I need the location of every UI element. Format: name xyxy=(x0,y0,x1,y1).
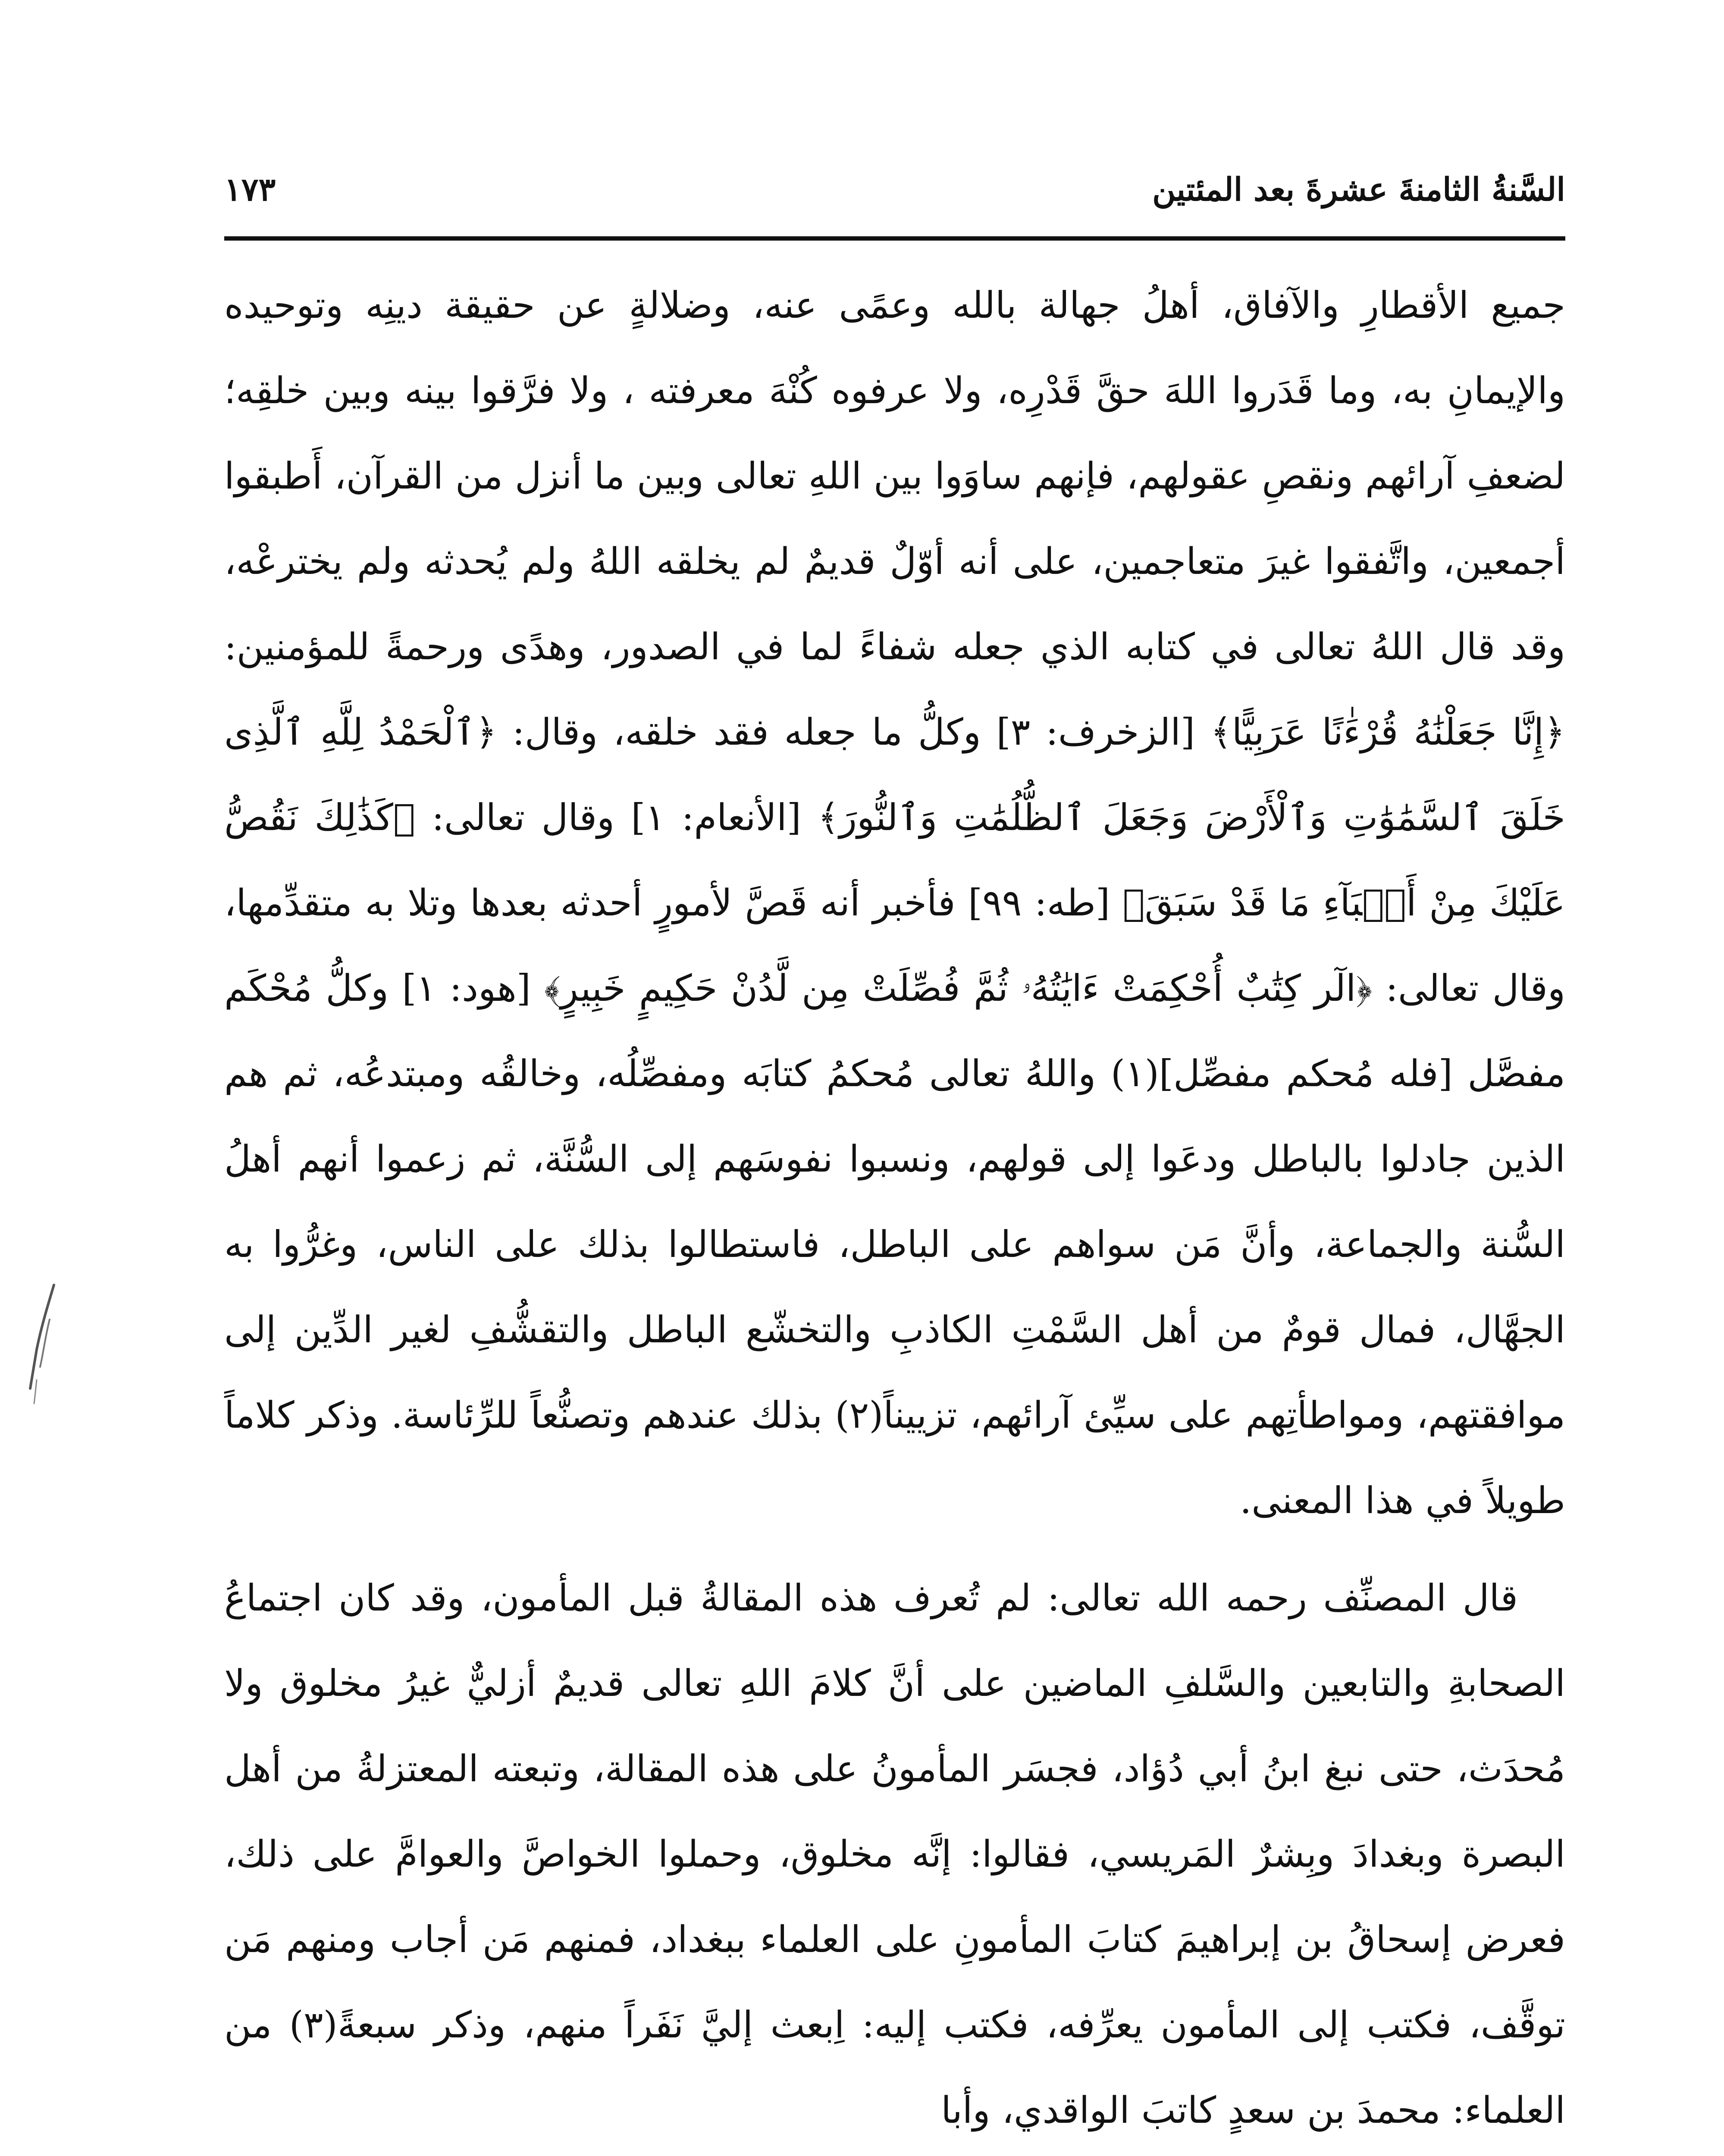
paragraph-2: قال المصنِّف رحمه الله تعالى: لم تُعرف هذه المقالةُ قبل المأمون، وقد كان اجتماعُ الصحابةِ والتابعين والسَّلفِ الماضين على أنَّ كلامَ اللهِ تعالى قديمٌ أزليٌّ غيرُ مخلوق ولا مُحدَث، حتى نبغ ابنُ أبي دُؤاد، فجسَر المأمونُ على هذه المقالة، وتبعته المعتزلةُ من أهل البصرة وبغدادَ وبِشرٌ المَريسي، فقالوا: إنَّه مخلوق، وحملوا الخواصَّ والعوامَّ على ذلك، فعرض إسحاقُ بن إبراهيمَ كتابَ المأمونِ على العلماء ببغداد، فمنهم مَن أجاب ومنهم مَن توقَّف، فكتب إلى المأمون يعرِّفه، فكتب إليه: اِبعث إليَّ نَفَراً منهم، وذكر سبعةً(٣) من العلماء: محمدَ بن سعدٍ كاتبَ الواقدي، وأبا xyxy=(224,1577,1565,2132)
main-text xyxy=(224,263,1565,2153)
running-title: السَّنةُ الثامنةَ عشرةَ بعد المئتين xyxy=(1152,171,1565,208)
page-number: ١٧٣ xyxy=(224,171,276,208)
paragraph-1: جميع الأقطارِ والآفاق، أهلُ جهالة بالله وعمًى عنه، وضلالةٍ عن حقيقة دينِه وتوحيده والإيمانِ به، وما قَدَروا اللهَ حقَّ قَدْرِه، ولا عرفوه كُنْهَ معرفته ، ولا فرَّقوا بينه وبين خلقِه؛ لضعفِ آرائهم ونقصِ عقولهم، فإنهم ساوَوا بين اللهِ تعالى وبين ما أنزل من القرآن، أَطبقوا أجمعين، واتَّفقوا غيرَ متعاجمين، على أنه أوّلٌ قديمٌ لم يخلقه اللهُ ولم يُحدثه ولم يخترعْه، وقد قال اللهُ تعالى في كتابه الذي جعله شفاءً لما في الصدور، وهدًى ورحمةً للمؤمنين: ﴿إِنَّا جَعَلْنَٰهُ قُرْءَٰنًا عَرَبِيًّا﴾ [الزخرف: ٣] وكلُّ ما جعله فقد خلقه، وقال: ﴿ٱلْحَمْدُ لِلَّهِ ٱلَّذِى خَلَقَ ٱلسَّمَٰوَٰتِ وَٱلْأَرْضَ وَجَعَلَ ٱلظُّلُمَٰتِ وَٱلنُّورَ﴾ [الأنعام: ١] وقال تعالى: ﴿كَذَٰلِكَ نَقُصُّ عَلَيْكَ مِنْ أَنۢبَآءِ مَا قَدْ سَبَقَ﴾ [طه: ٩٩] فأخبر أنه قَصَّ لأمورٍ أحدثه بعدها وتلا به متقدِّمها، وقال تعالى: ﴿الٓر كِتَٰبٌ أُحْكِمَتْ ءَايَٰتُهُۥ ثُمَّ فُصِّلَتْ مِن لَّدُنْ حَكِيمٍ خَبِيرٍ﴾ [هود: ١] وكلُّ مُحْكَم مفصَّل [فله مُحكم مفصِّل](١) واللهُ تعالى مُحكمُ كتابَه ومفصِّلُه، وخالقُه ومبتدعُه، ثم هم الذين جادلوا بالباطل ودعَوا إلى قولهم، ونسبوا نفوسَهم إلى السُّنَّة، ثم زعموا أنهم أهلُ السُّنة والجماعة، وأنَّ مَن سواهم على الباطل، فاستطالوا بذلك على الناس، وغرُّوا به الجهَّال، فمال قومٌ من أهل السَّمْتِ الكاذبِ والتخشّع الباطل والتقشُّفِ لغير الدِّين إلى موافقتهم، ومواطأتِهم على سيِّئ آرائهم، تزييناً(٢) بذلك عندهم وتصنُّعاً للرِّئاسة. وذكر كلاماً طويلاً في هذا المعنى. xyxy=(224,284,1565,1522)
page-header xyxy=(224,153,1565,226)
header-rule xyxy=(224,236,1565,241)
margin-pencil-mark xyxy=(24,1281,63,1410)
